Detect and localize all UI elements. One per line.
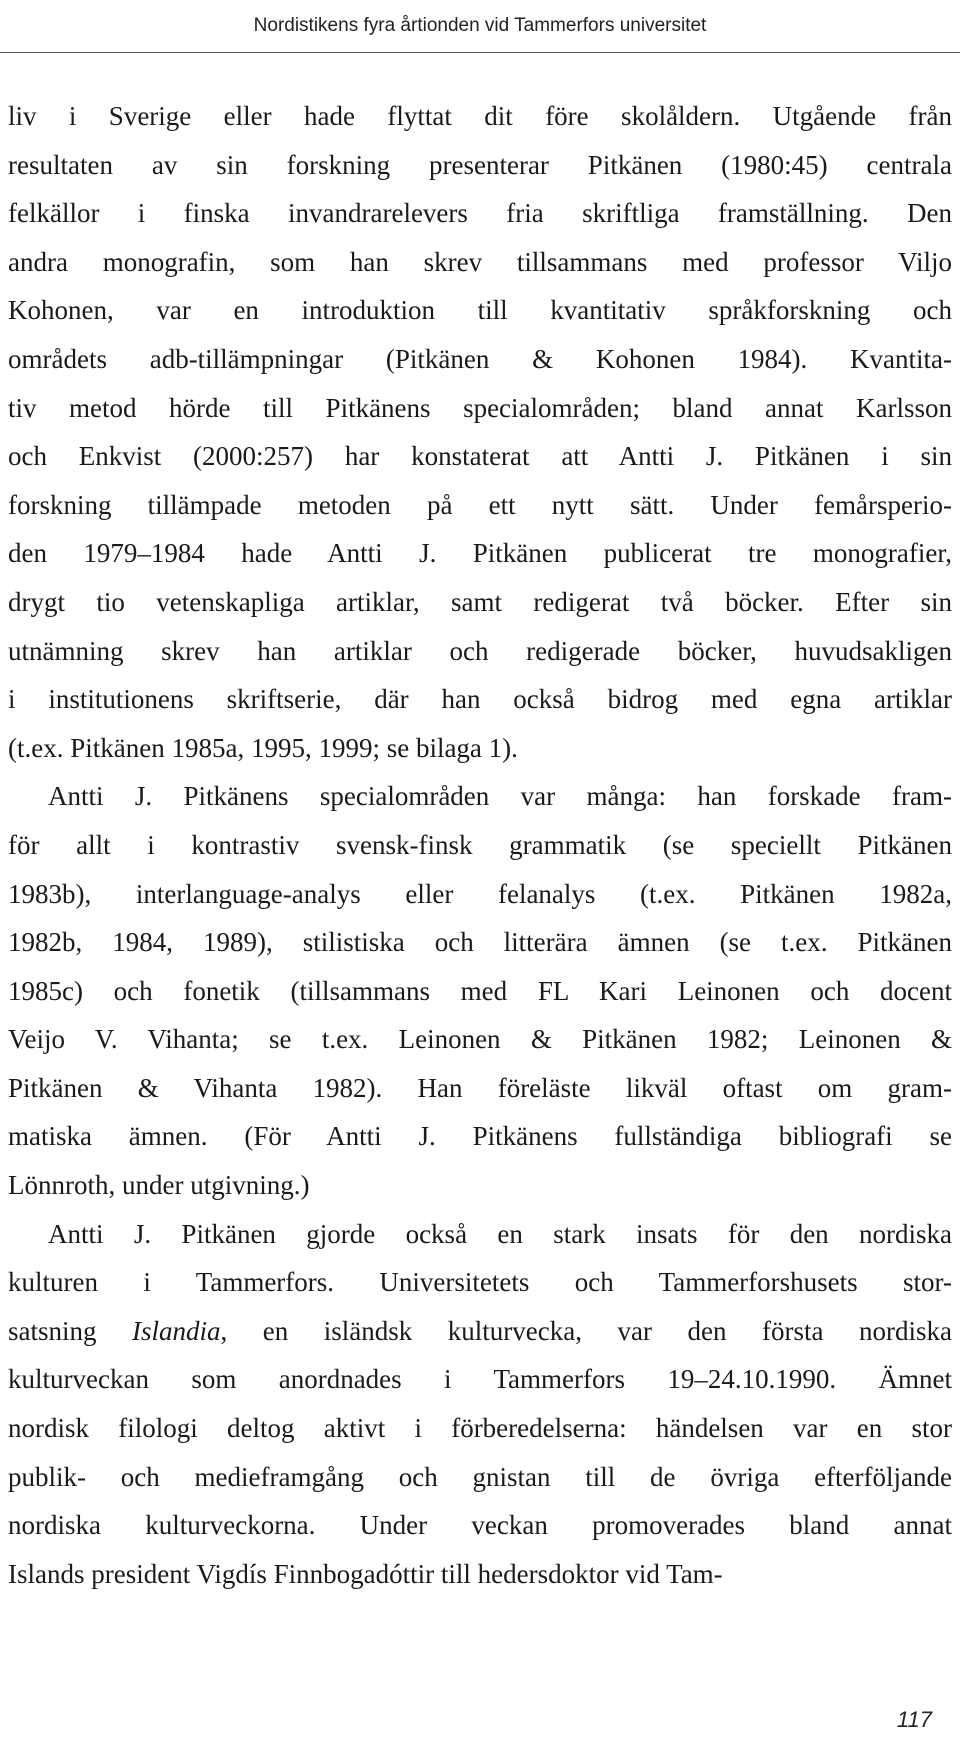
- text-line: kulturveckan som anordnades i Tammerfors 19–24.10.1990. Ämnet: [8, 1364, 952, 1395]
- body-text: [8, 92, 952, 1598]
- text-line: nordisk filologi deltog aktivt i förberedelserna: händelsen var en stor: [8, 1413, 952, 1444]
- text-line: felkällor i finska invandrarelevers fria skriftliga framställning. Den: [8, 198, 952, 229]
- text-line: för allt i kontrastiv svensk-finsk grammatik (se speciellt Pitkänen: [8, 829, 952, 860]
- text-line: Lönnroth, under utgivning.): [8, 1170, 310, 1201]
- text-line: områdets adb-tillämpningar (Pitkänen & Kohonen 1984). Kvantita-: [8, 343, 952, 374]
- text-line: Pitkänen & Vihanta 1982). Han föreläste likväl oftast om gram-: [8, 1072, 952, 1103]
- text-segment: satsning: [8, 1315, 133, 1346]
- text-line: matiska ämnen. (För Antti J. Pitkänens fullständiga bibliografi se: [8, 1121, 952, 1152]
- running-header: [0, 0, 960, 52]
- text-line: publik- och medieframgång och gnistan till de övriga efterföljande: [8, 1461, 952, 1492]
- text-line: 1982b, 1984, 1989), stilistiska och litterära ämnen (se t.ex. Pitkänen: [8, 927, 952, 958]
- header-rule: [0, 52, 960, 53]
- paragraph: [8, 772, 952, 1209]
- page-number: 117: [896, 1707, 932, 1732]
- paragraph: [8, 1210, 952, 1599]
- text-line: liv i Sverige eller hade flyttat dit före skolåldern. Utgående från: [8, 101, 952, 131]
- text-line: tiv metod hörde till Pitkänens specialområden; bland annat Karlsson: [8, 392, 952, 423]
- text-line: [8, 1307, 952, 1356]
- text-line: andra monografin, som han skrev tillsammans med professor Viljo: [8, 246, 952, 277]
- text-line: i institutionens skriftserie, där han också bidrog med egna artiklar: [8, 684, 952, 715]
- text-line: Antti J. Pitkänens specialområden var många: han forskade fram-: [48, 781, 952, 812]
- text-line: resultaten av sin forskning presenterar Pitkänen (1980:45) centrala: [8, 149, 952, 180]
- text-line: kulturen i Tammerfors. Universitetets och Tammerforshusets stor-: [8, 1267, 952, 1298]
- text-line: drygt tio vetenskapliga artiklar, samt redigerat två böcker. Efter sin: [8, 586, 952, 617]
- text-line: 1983b), interlanguage-analys eller felanalys (t.ex. Pitkänen 1982a,: [8, 878, 952, 909]
- text-line: den 1979–1984 hade Antti J. Pitkänen publicerat tre monografier,: [8, 538, 952, 569]
- text-line: Antti J. Pitkänen gjorde också en stark insats för den nordiska: [48, 1218, 952, 1249]
- italic-title: Islandia: [132, 1315, 221, 1346]
- text-line: Veijo V. Vihanta; se t.ex. Leinonen & Pitkänen 1982; Leinonen &: [8, 1024, 952, 1055]
- text-line: Islands president Vigdís Finnbogadóttir till hedersdoktor vid Tam-: [8, 1558, 723, 1589]
- text-line: forskning tillämpade metoden på ett nytt sätt. Under femårsperio-: [8, 489, 952, 520]
- text-segment: , en isländsk kulturvecka, var den första nordiska: [220, 1315, 952, 1346]
- text-line: Kohonen, var en introduktion till kvantitativ språkforskning och: [8, 295, 952, 326]
- text-line: nordiska kulturveckorna. Under veckan promoverades bland annat: [8, 1510, 952, 1541]
- text-line: utnämning skrev han artiklar och redigerade böcker, huvudsakligen: [8, 635, 952, 666]
- text-line: och Enkvist (2000:257) har konstaterat att Antti J. Pitkänen i sin: [8, 441, 952, 472]
- text-line: 1985c) och fonetik (tillsammans med FL Kari Leinonen och docent: [8, 975, 952, 1006]
- paragraph: [8, 92, 952, 772]
- text-line: (t.ex. Pitkänen 1985a, 1995, 1999; se bilaga 1).: [8, 732, 518, 763]
- running-header-title: Nordistikens fyra årtionden vid Tammerfors universitet: [253, 15, 707, 36]
